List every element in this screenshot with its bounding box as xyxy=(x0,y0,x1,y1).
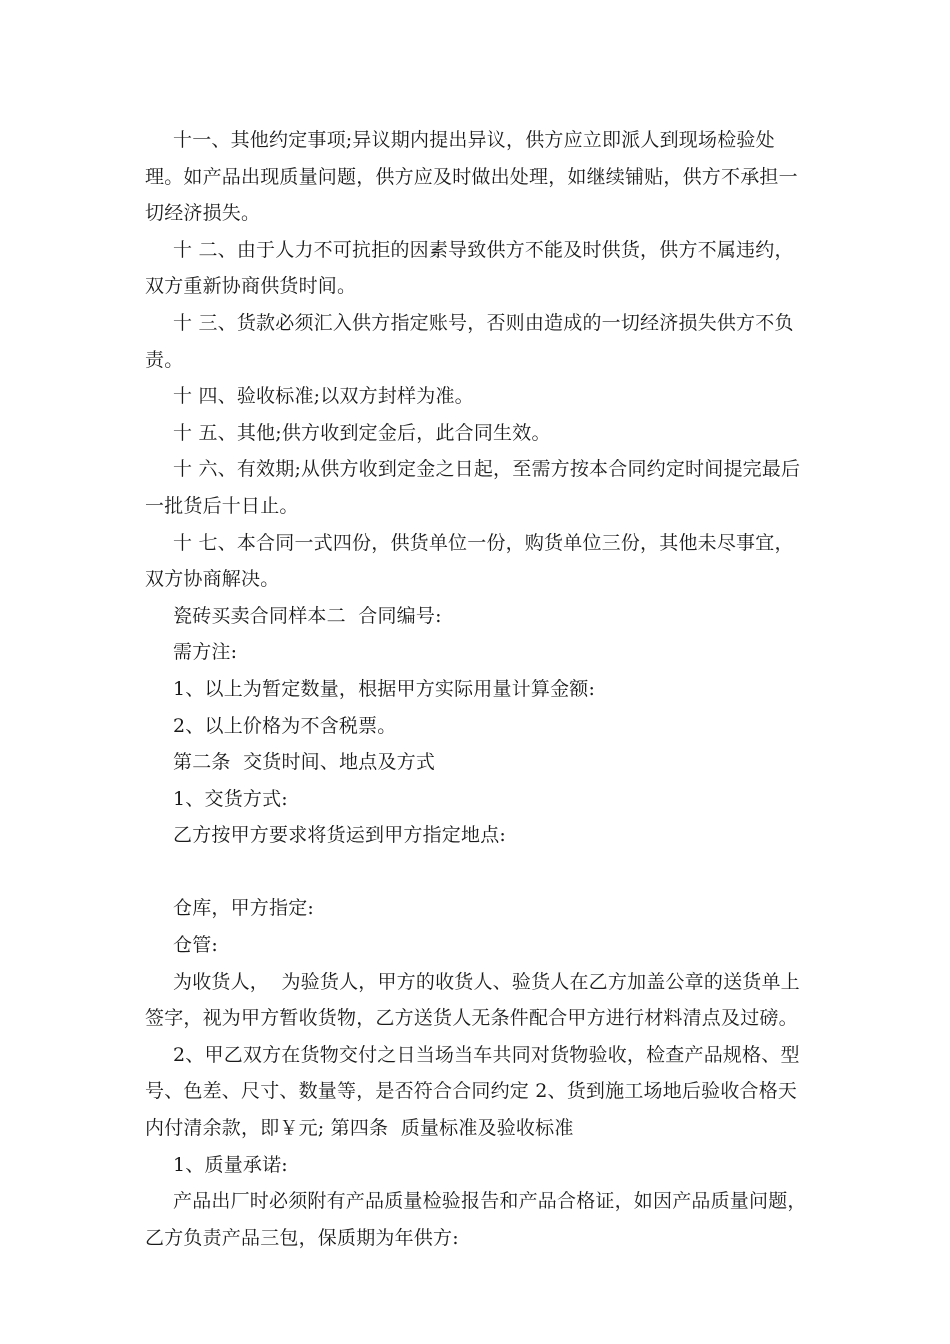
clause-17: 十 七、本合同一式四份，供货单位一份，购货单位三份，其他未尽事宜，双方协商解决。 xyxy=(145,531,794,591)
clause-12: 十 二、由于人力不可抗拒的因素导致供方不能及时供货，供方不属违约，双方重新协商供货时间。 xyxy=(145,238,794,298)
contract-sample-title: 瓷砖买卖合同样本二 合同编号: xyxy=(173,604,442,627)
warehouse-line: 仓库，甲方指定: xyxy=(173,897,315,920)
note-item-1: 1、以上为暂定数量，根据甲方实际用量计算金额: xyxy=(173,677,596,700)
quality-commitment-heading: 1、质量承诺: xyxy=(173,1153,288,1176)
document-body xyxy=(145,122,810,1256)
buyer-note-heading: 需方注: xyxy=(173,641,238,664)
note-item-2: 2、以上价格为不含税票。 xyxy=(173,714,397,737)
quality-commitment-text: 产品出厂时必须附有产品质量检验报告和产品合格证，如因产品质量问题，乙方负责产品三包，保质期为年供方: xyxy=(145,1190,807,1249)
clause-16: 十 六、有效期;从供方收到定金之日起，至需方按本合同约定时间提完最后一批货后十日止。 xyxy=(145,458,801,517)
receiver-paragraph: 为收货人， 为验货人，甲方的收货人、验货人在乙方加盖公章的送货单上签字，视为甲方暂收货物，乙方送货人无条件配合甲方进行材料清点及过磅。 xyxy=(145,970,800,1030)
clause-11: 十一、其他约定事项;异议期内提出异议，供方应立即派人到现场检验处理。如产品出现质量问题，供方应及时做出处理，如继续铺贴，供方不承担一切经济损失。 xyxy=(145,129,798,225)
delivery-method-heading: 1、交货方式: xyxy=(173,787,288,810)
clause-15: 十 五、其他;供方收到定金后，此合同生效。 xyxy=(173,421,551,444)
clause-13: 十 三、货款必须汇入供方指定账号，否则由造成的一切经济损失供方不负责。 xyxy=(145,311,794,371)
warehouse-keeper-line: 仓管: xyxy=(173,934,219,957)
clause-14: 十 四、验收标准;以双方封样为准。 xyxy=(173,385,474,408)
inspection-paragraph: 2、甲乙双方在货物交付之日当场当车共同对货物验收，检查产品规格、型号、色差、尺寸、数量等，是否符合合同约定 2、货到施工场地后验收合格天内付清余款，即￥元; 第四条 质量标准及验收标准 xyxy=(145,1043,800,1140)
article-2-heading: 第二条 交货时间、地点及方式 xyxy=(173,751,436,774)
blank-line xyxy=(145,854,810,891)
delivery-method-text: 乙方按甲方要求将货运到甲方指定地点: xyxy=(173,824,507,847)
